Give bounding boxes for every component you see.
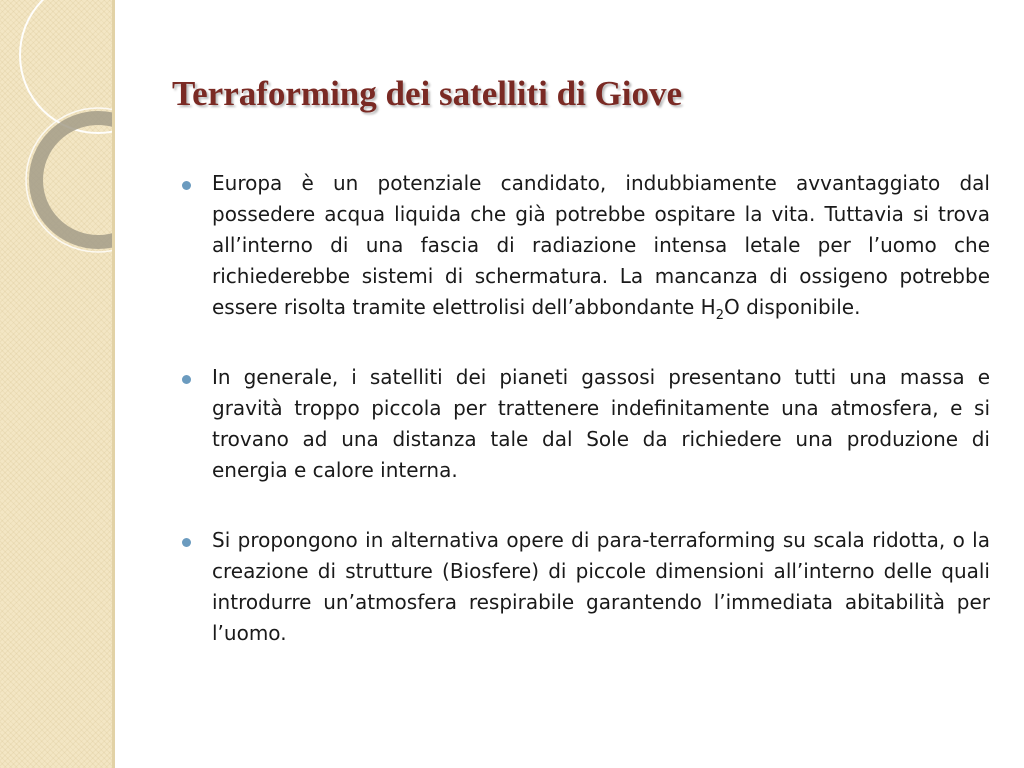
decorative-circles-icon [0, 0, 112, 768]
side-band-edge [112, 0, 115, 768]
side-decoration-band [0, 0, 112, 768]
bullet-item-general [182, 362, 990, 486]
subscript-2: 2 [715, 308, 725, 323]
bullet-dot-icon [182, 375, 191, 384]
bullet-dot-icon [182, 181, 191, 190]
slide-title: Terraforming dei satelliti di Giove [172, 74, 683, 113]
bullet-dot-icon [182, 538, 191, 547]
bullet-text: Si propongono in alternativa opere di para-terraforming su scala ridotta, o la creazione di strutture (Biosfere) di piccole dimensioni all’interno delle quali introdurre un’atmosfera respirabile garantendo l’immediata abitabilità per l’uomo. [212, 528, 990, 645]
bullet-list [182, 168, 990, 688]
bullet-text: In generale, i satelliti dei pianeti gassosi presentano tutti una massa e gravità troppo piccola per trattenere indefinitamente una atmosfera, e si trovano ad una distanza tale dal Sole da richiedere una produzione di energia e calore interna. [212, 365, 990, 482]
bullet-text: Europa è un potenziale candidato, indubbiamente avvantaggiato dal possedere acqua liquida che già potrebbe ospitare la vita. Tuttavia si trova all’interno di una fascia di radiazione intensa letale per l’uomo che richiederebbe sistemi di schermatura. La mancanza di ossigeno potrebbe essere risolta tramite elettrolisi dell’abbondante $H_2O$ disponibile. [212, 171, 990, 323]
bullet-item-alternative [182, 525, 990, 649]
bullet-item-europa [182, 168, 990, 323]
